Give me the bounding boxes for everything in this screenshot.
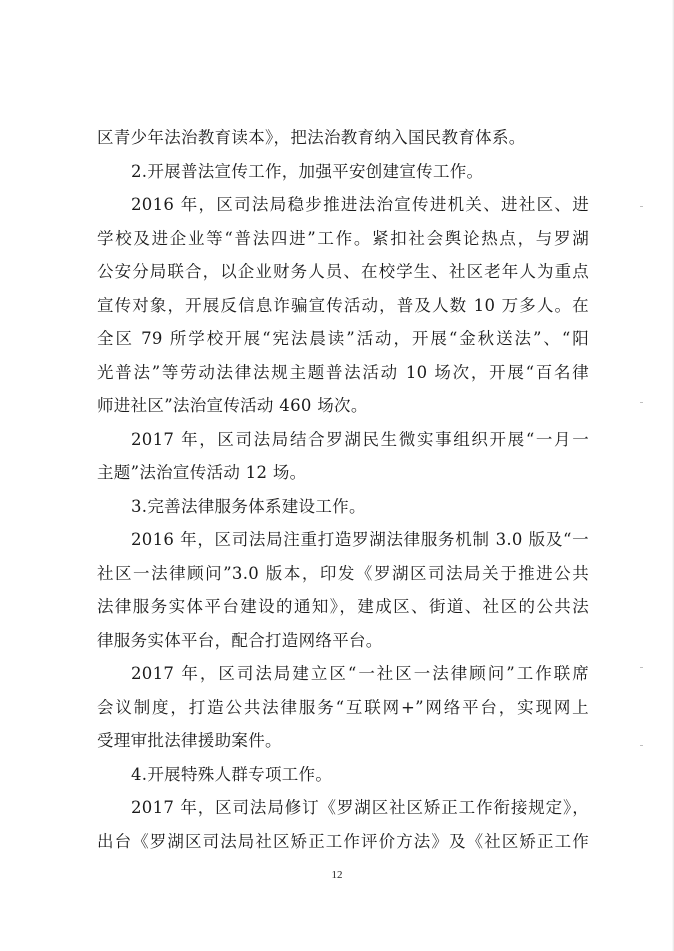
page-number: 12 (331, 869, 343, 881)
text-line: 主题”法治宣传活动 12 场。 (97, 463, 307, 482)
text-line: 受理审批法律援助案件。 (97, 731, 282, 750)
text-line: 2017 年，区司法局建立区“一社区一法律顾问”工作联席 (131, 664, 589, 683)
text-line: 区青少年法治教育读本》，把法治教育纳入国民教育体系。 (97, 128, 526, 147)
text-line: 2017 年，区司法局结合罗湖民生微实事组织开展“一月一 (131, 429, 589, 449)
margin-mark (640, 402, 643, 403)
text-line: 宣传对象，开展反信息诈骗宣传活动，普及人数 10 万多人。在 (97, 295, 589, 315)
text-line: 2016 年，区司法局稳步推进法治宣传进机关、进社区、进 (131, 195, 589, 214)
text-line: 会议制度，打造公共法律服务“互联网+”网络平台，实现网上 (97, 697, 589, 717)
margin-mark (640, 667, 643, 668)
text-line: 全区 79 所学校开展“宪法晨读”活动，开展“金秋送法”、“阳 (97, 329, 589, 348)
body-text (97, 121, 589, 858)
text-line: 师进社区”法治宣传活动 460 场次。 (97, 396, 368, 415)
text-line: 出台《罗湖区司法局社区矫正工作评价方法》及《社区矫正工作 (97, 831, 589, 851)
text-line: 学校及进企业等“普法四进”工作。紧扣社会舆论热点，与罗湖 (97, 228, 589, 248)
margin-mark (640, 745, 643, 746)
text-line: 社区一法律顾问”3.0 版本，印发《罗湖区司法局关于推进公共 (97, 563, 589, 583)
section-heading: 4.开展特殊人群专项工作。 (131, 764, 333, 784)
text-line: 法律服务实体平台建设的通知》，建成区、街道、社区的公共法 (97, 597, 589, 616)
margin-mark (640, 206, 643, 207)
text-line: 2016 年，区司法局注重打造罗湖法律服务机制 3.0 版及“一 (131, 530, 589, 549)
text-line: 2017 年，区司法局修订《罗湖区社区矫正工作衔接规定》， (131, 798, 589, 817)
section-heading: 3.完善法律服务体系建设工作。 (131, 496, 366, 516)
text-line: 公安分局联合，以企业财务人员、在校学生、社区老年人为重点 (97, 262, 589, 281)
text-line: 光普法”等劳动法律法规主题普法活动 10 场次，开展“百名律 (97, 362, 589, 382)
text-line: 律服务实体平台，配合打造网络平台。 (97, 630, 383, 650)
section-heading: 2.开展普法宣传工作，加强平安创建宣传工作。 (131, 161, 484, 181)
